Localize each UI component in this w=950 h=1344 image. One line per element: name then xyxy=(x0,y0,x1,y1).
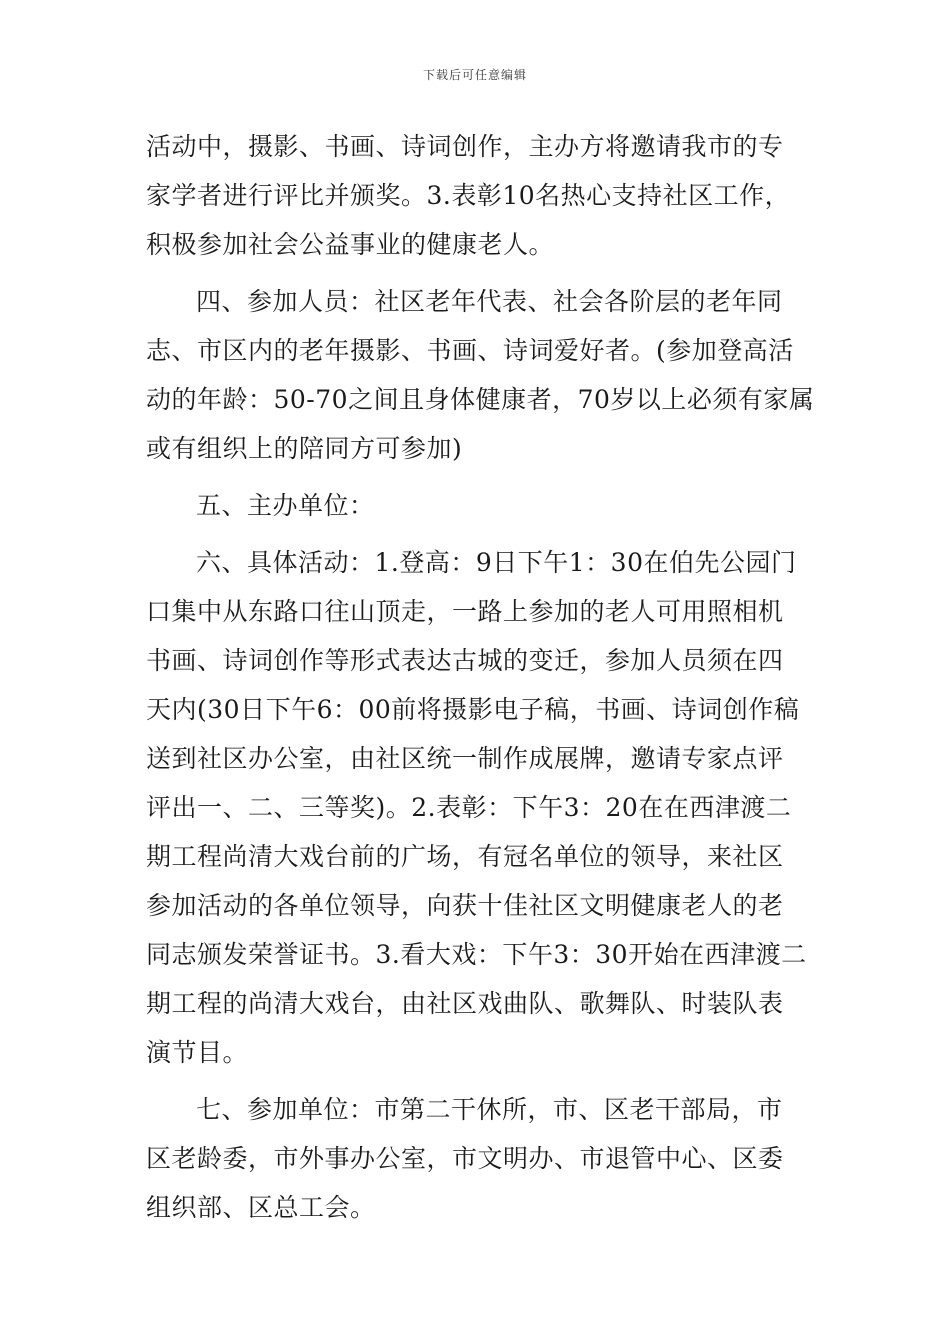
paragraph-line: 积极参加社会公益事业的健康老人。 xyxy=(146,230,555,259)
paragraph-first-line: 六、具体活动：1.登高：9日下午1：30在伯先公园门 xyxy=(196,548,797,577)
paragraph-line: 送到社区办公室，由社区统一制作成展牌，邀请专家点评 xyxy=(146,744,784,773)
paragraph-first-line: 七、参加单位：市第二干休所，市、区老干部局，市 xyxy=(196,1095,783,1124)
page-header: 下载后可任意编辑 xyxy=(422,68,527,82)
paragraph-line: 天内(30日下午6：00前将摄影电子稿，书画、诗词创作稿 xyxy=(146,695,800,724)
paragraph-first-line: 五、主办单位： xyxy=(196,491,375,520)
paragraph-line: 参加活动的各单位领导，向获十佳社区文明健康老人的老 xyxy=(146,891,784,920)
paragraph-line: 或有组织上的陪同方可参加) xyxy=(146,434,463,463)
paragraph-line: 志、市区内的老年摄影、书画、诗词爱好者。(参加登高活 xyxy=(146,336,794,365)
paragraph-line: 家学者进行评比并颁奖。3.表彰10名热心支持社区工作， xyxy=(146,181,791,210)
paragraph-line: 口集中从东路口往山顶走，一路上参加的老人可用照相机 xyxy=(146,597,784,626)
paragraph-line: 书画、诗词创作等形式表达古城的变迁，参加人员须在四 xyxy=(146,646,784,675)
paragraph-first-line: 四、参加人员：社区老年代表、社会各阶层的老年同 xyxy=(196,287,783,316)
paragraph-line: 期工程的尚清大戏台，由社区戏曲队、歌舞队、时装队表 xyxy=(146,989,784,1018)
paragraph-line: 评出一、二、三等奖)。2.表彰：下午3：20在在西津渡二 xyxy=(146,793,792,822)
paragraph-line: 同志颁发荣誉证书。3.看大戏：下午3：30开始在西津渡二 xyxy=(146,940,807,969)
paragraph-line: 区老龄委，市外事办公室，市文明办、市退管中心、区委 xyxy=(146,1144,784,1173)
paragraph-line: 活动中，摄影、书画、诗词创作，主办方将邀请我市的专 xyxy=(146,132,784,161)
paragraph-line: 组织部、区总工会。 xyxy=(146,1193,376,1222)
paragraph-line: 动的年龄：50-70之间且身体健康者，70岁以上必须有家属 xyxy=(146,385,815,414)
paragraph-line: 演节目。 xyxy=(146,1038,249,1067)
paragraph-line: 期工程尚清大戏台前的广场，有冠名单位的领导，来社区 xyxy=(146,842,784,871)
